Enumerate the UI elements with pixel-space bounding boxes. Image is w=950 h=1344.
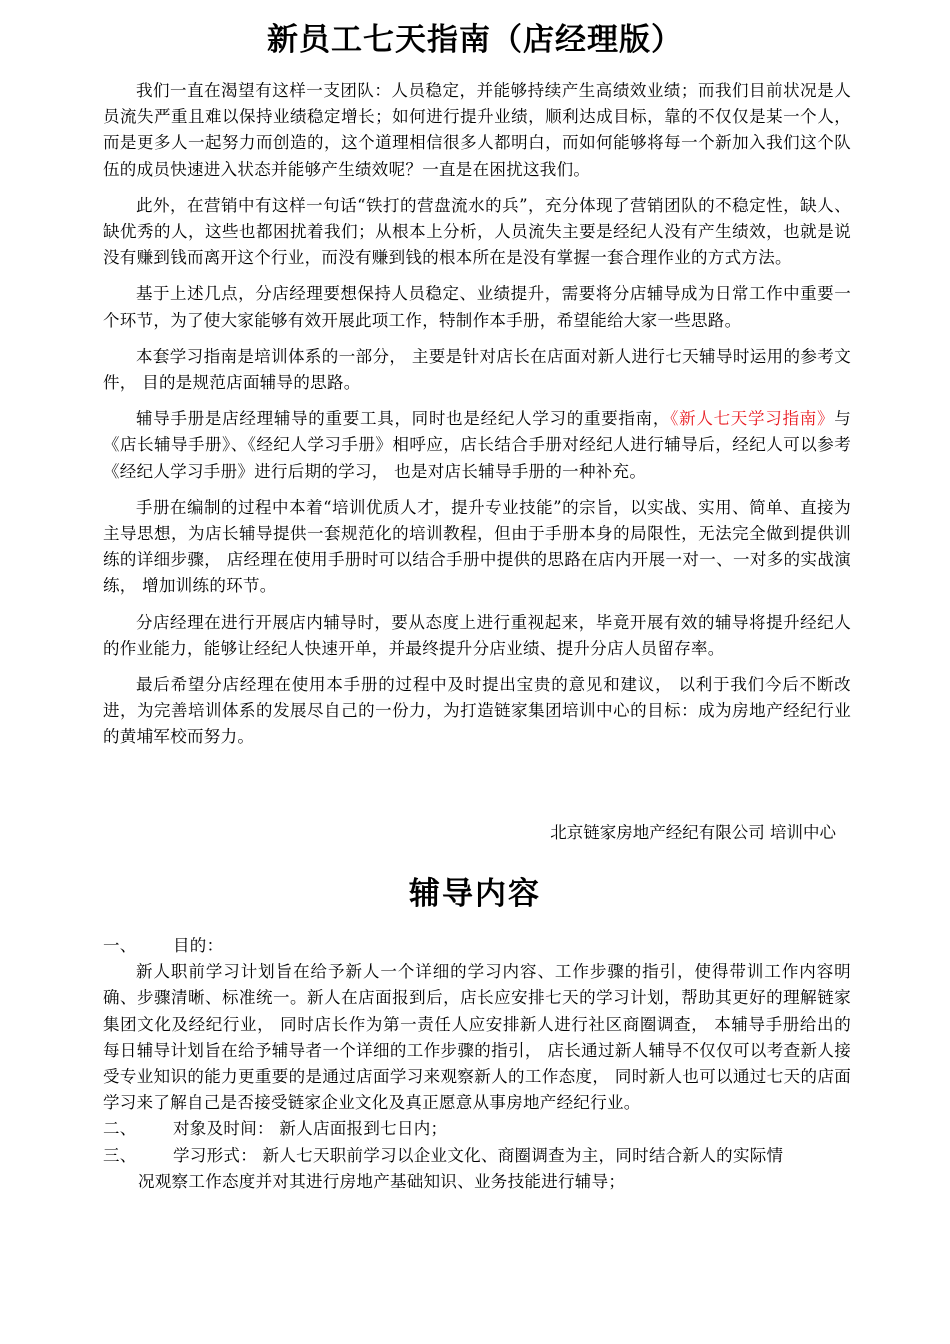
signature: 北京链家房地产经纪有限公司 培训中心 — [550, 823, 836, 842]
item-number: 二、 — [103, 1119, 137, 1139]
intro-paragraph-2: 此外，在营销中有这样一句话“铁打的营盘流水的兵”，充分体现了营销团队的不稳定性，缺人、缺优秀的人，这些也都困扰着我们；从根本上分析，人员流失主要是经纪人没有产生绩效，也就是说没有赚到钱而离开这个行业，而没有赚到钱的根本所在是没有掌握一套合理作业的方式方法。 — [103, 195, 851, 268]
item-number: 三、 — [103, 1145, 137, 1165]
intro-paragraph-1: 我们一直在渴望有这样一支团队：人员稳定，并能够持续产生高绩效业绩；而我们目前状况是人员流失严重且难以保持业绩稳定增长；如何进行提升业绩，顺利达成目标，靠的不仅仅是某一个人，而是更多人一起努力而创造的，这个道理相信很多人都明白，而如何能够将每一个新加入我们这个队伍的成员快速进入状态并能够产生绩效呢？一直是在困扰这我们。 — [103, 81, 851, 179]
intro-paragraph-4: 本套学习指南是培训体系的一部分， 主要是针对店长在店面对新人进行七天辅导时运用的参考文件， 目的是规范店面辅导的思路。 — [103, 346, 851, 393]
intro-paragraph-6: 手册在编制的过程中本着“培训优质人才，提升专业技能”的宗旨，以实战、实用、简单、直接为主导思想，为店长辅导提供一套规范化的培训教程，但由于手册本身的局限性，无法完全做到提供训练的详细步骤， 店经理在使用手册时可以结合手册中提供的思路在店内开展一对一、一对多的实战演练， 增加训练的环节。 — [103, 497, 851, 596]
list-item — [103, 1143, 851, 1195]
section-title: 辅导内容 — [409, 876, 541, 912]
intro-section — [103, 78, 851, 761]
intro-paragraph-8: 最后希望分店经理在使用本手册的过程中及时提出宝贵的意见和建议， 以利于我们今后不断改进，为完善培训体系的发展尽自己的一份力，为打造链家集团培训中心的目标：成为房地产经纪行业的黄埔军校而努力。 — [103, 675, 851, 747]
item-number: 一、 — [103, 936, 137, 955]
list-item — [103, 1116, 851, 1142]
intro-paragraph-5-end: 与《店长辅导手册》、《经纪人学习手册》相呼应，店长结合手册对经纪人进行辅导后，经纪人可以参考《经纪人学习手册》进行后期的学习， 也是对店长辅导手册的一种补充。 — [103, 409, 852, 481]
page-title: 新员工七天指南（店经理版） — [267, 22, 683, 58]
content-list — [103, 933, 851, 1195]
intro-paragraph-7: 分店经理在进行开展店内辅导时，要从态度上进行重视起来，毕竟开展有效的辅导将提升经纪人的作业能力，能够让经纪人快速开单，并最终提升分店业绩、提升分店人员留存率。 — [103, 612, 851, 658]
intro-paragraph-3: 基于上述几点，分店经理要想保持人员稳定、业绩提升，需要将分店辅导成为日常工作中重要一个环节，为了使大家能够有效开展此项工作，特制作本手册，希望能给大家一些思路。 — [103, 284, 851, 330]
intro-paragraph-5-start: 辅导手册是店经理辅导的重要工具，同时也是经纪人学习的重要指南， — [136, 409, 671, 429]
item-label: 对象及时间： 新人店面报到七日内； — [173, 1119, 448, 1139]
list-item — [103, 933, 851, 1116]
highlighted-guide-title: 《新人七天学习指南》 — [670, 409, 835, 429]
item-body-text: 新人职前学习计划旨在给予新人一个详细的学习内容、工作步骤的指引，使得带训工作内容明确、步骤清晰、标准统一。新人在店面报到后，店长应安排七天的学习计划，帮助其更好的理解链家集团文化及经纪行业， 同时店长作为第一责任人应安排新人进行社区商圈调查， 本辅导手册给出的每日辅导计划旨在给予辅导者一个详细的工作步骤的指引， 店长通过新人辅导不仅仅可以考查新人接受专业知识的能力更重要的是通过店面学习来观察新人的工作态度， 同时新人也可以通过七天的店面学习来了解自己是否接受链家企业文化及真正愿意从事房地产经纪行业。 — [103, 962, 851, 1113]
item-label: 目的： — [173, 936, 224, 955]
item-label: 学习形式： 新人七天职前学习以企业文化、商圈调查为主，同时结合新人的实际情 — [173, 1145, 784, 1165]
item-continuation: 况观察工作态度并对其进行房地产基础知识、业务技能进行辅导； — [138, 1171, 626, 1191]
intro-paragraph-5 — [103, 406, 851, 485]
